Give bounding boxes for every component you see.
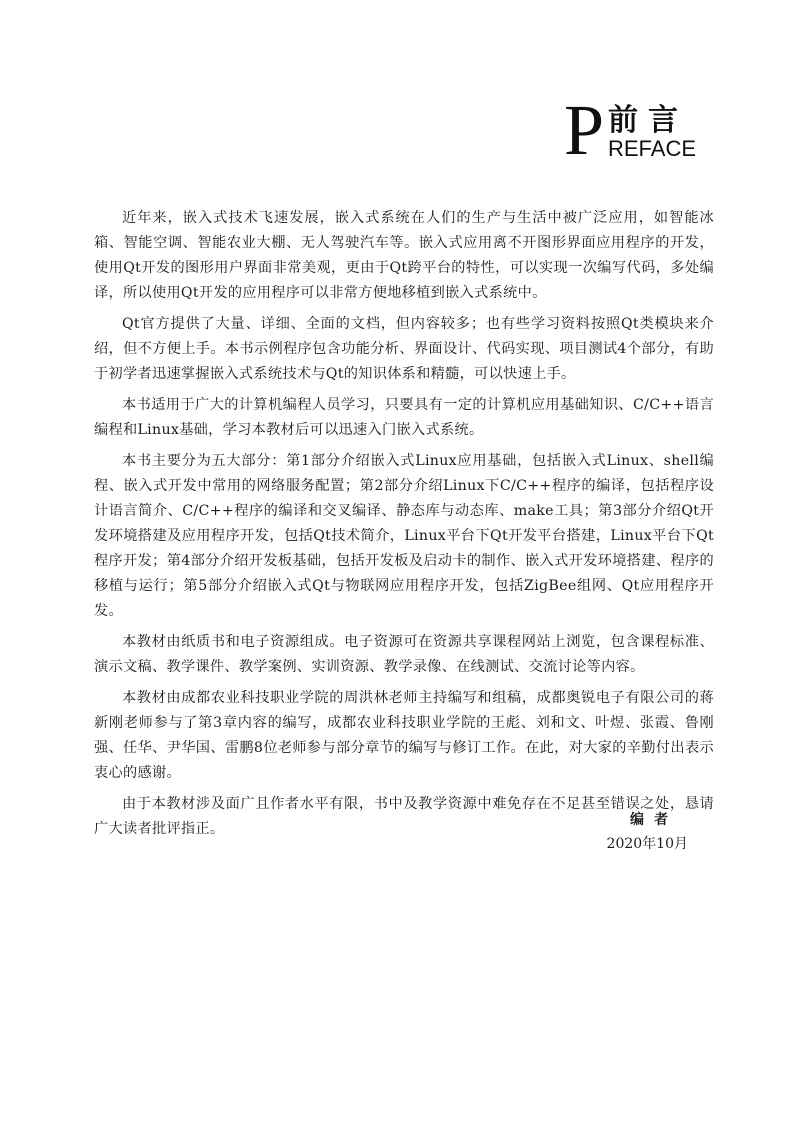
paragraph-4: 本书主要分为五大部分：第1部分介绍嵌入式Linux应用基础，包括嵌入式Linux、shell编程、嵌入式开发中常用的网络服务配置；第2部分介绍Linux下C/C++程序的编译，包括程序设计语言简介、C/C++程序的编译和交叉编译、静态库与动态库、make工具；第3部分介绍Qt开发环境搭建及应用程序开发，包括Qt技术简介，Linux平台下Qt开发平台搭建，Linux平台下Qt程序开发；第4部分介绍开发板基础，包括开发板及启动卡的制作、嵌入式开发环境搭建、程序的移植与运行；第5部分介绍嵌入式Qt与物联网应用程序开发，包括ZigBee组网、Qt应用程序开发。: [94, 453, 714, 619]
signature-author: 编者: [630, 812, 678, 828]
paragraph-1: 近年来，嵌入式技术飞速发展，嵌入式系统在人们的生产与生活中被广泛应用，如智能冰箱、智能空调、智能农业大棚、无人驾驶汽车等。嵌入式应用离不开图形界面应用程序的开发，使用Qt开发的图形用户界面非常美观，更由于Qt跨平台的特性，可以实现一次编写代码，多处编译，所以使用Qt开发的应用程序可以非常方便地移植到嵌入式系统中。: [94, 210, 714, 301]
paragraph-5: 本教材由纸质书和电子资源组成。电子资源可在资源共享课程网站上浏览，包含课程标准、演示文稿、教学课件、教学案例、实训资源、教学录像、在线测试、交流讨论等内容。: [94, 634, 714, 675]
preface-body: [94, 206, 714, 848]
title-english: REFACE: [608, 136, 697, 161]
title-chinese: 前言: [608, 103, 688, 138]
preface-title-block: [564, 90, 704, 170]
signature-block: [607, 808, 688, 856]
paragraph-6: 本教材由成都农业科技职业学院的周洪林老师主持编写和组稿，成都奥锐电子有限公司的蒋新刚老师参与了第3章内容的编写，成都农业科技职业学院的王彪、刘和文、叶煜、张霞、鲁刚强、任华、尹华国、雷鹏8位老师参与部分章节的编写与修订工作。在此，对大家的辛勤付出表示衷心的感谢。: [94, 690, 714, 781]
paragraph-3: 本书适用于广大的计算机编程人员学习，只要具有一定的计算机应用基础知识、C/C++语言编程和Linux基础，学习本教材后可以迅速入门嵌入式系统。: [94, 397, 714, 438]
paragraph-7: 由于本教材涉及面广且作者水平有限，书中及教学资源中难免存在不足甚至错误之处，恳请广大读者批评指正。: [94, 796, 714, 837]
paragraph-2: Qt官方提供了大量、详细、全面的文档，但内容较多；也有些学习资料按照Qt类模块来介绍，但不方便上手。本书示例程序包含功能分析、界面设计、代码实现、项目测试4个部分，有助于初学者迅速掌握嵌入式系统技术与Qt的知识体系和精髓，可以快速上手。: [94, 316, 714, 382]
title-big-letter: P: [564, 90, 605, 170]
signature-date: 2020年10月: [606, 836, 688, 852]
